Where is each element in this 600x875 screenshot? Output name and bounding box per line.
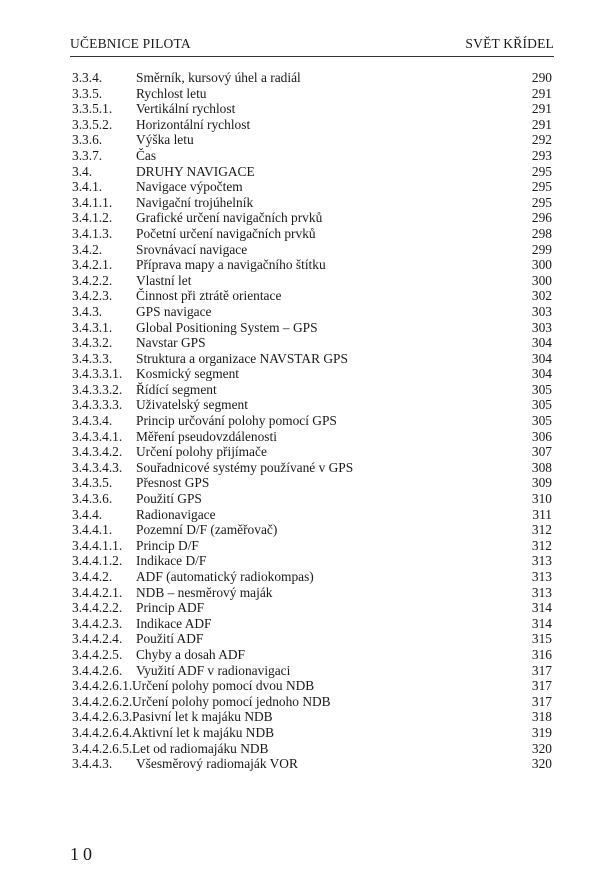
toc-page-number: 298 (531, 225, 552, 241)
toc-section-number: 3.4.4.2.4. (72, 631, 123, 647)
toc-section-title: Navigace výpočtem (136, 179, 243, 195)
page-number: 10 (70, 844, 96, 864)
toc-entry (70, 195, 552, 211)
toc-section-number: 3.4.2.3. (72, 288, 113, 304)
toc-section-number: 3.4.1. (72, 179, 103, 195)
toc-page-number: 300 (531, 272, 552, 288)
toc-section-number: 3.4.3.3. (72, 350, 113, 366)
toc-entry (70, 631, 552, 647)
toc-entry (70, 507, 552, 523)
toc-section-number: 3.4.4.2.1. (72, 584, 123, 600)
toc-section-title: Vertikální rychlost (136, 101, 236, 117)
toc-section-title: Měření pseudovzdálenosti (136, 428, 277, 444)
toc-page-number: 295 (531, 163, 552, 179)
table-of-contents (70, 70, 552, 772)
toc-entry (70, 335, 552, 351)
toc-section-title: Čas (136, 147, 157, 163)
toc-section-number: 3.3.6. (72, 132, 103, 148)
toc-page-number: 313 (531, 584, 552, 600)
toc-section-number: 3.3.5.2. (72, 116, 113, 132)
toc-section-title: Souřadnicové systémy používané v GPS (136, 459, 354, 475)
toc-section-title: Princip určování polohy pomocí GPS (136, 413, 337, 429)
toc-entry (70, 304, 552, 320)
toc-page-number: 317 (531, 662, 552, 678)
header-book-title: UČEBNICE PILOTA (70, 36, 191, 51)
toc-section-number: 3.4.4.2. (72, 569, 113, 584)
toc-section-number: 3.4.3.4. (72, 413, 113, 429)
toc-section-number: 3.3.7. (72, 147, 103, 163)
toc-page-number: 296 (531, 210, 552, 226)
toc-entry (70, 725, 552, 741)
toc-section-number: 3.4.3.4.3. (72, 459, 123, 475)
toc-section-number: 3.4.3.4.1. (72, 428, 123, 444)
toc-section-title: Let od radiomajáku NDB (132, 740, 269, 756)
toc-page-number: 304 (531, 335, 552, 351)
toc-section-title: DRUHY NAVIGACE (136, 163, 255, 179)
toc-section-number: 3.3.4. (72, 70, 103, 85)
toc-section-number: 3.4.4.1.1. (72, 537, 123, 553)
toc-page-number: 305 (531, 413, 552, 429)
toc-section-title: Všesměrový radiomaják VOR (136, 756, 298, 772)
toc-entry (70, 429, 552, 445)
header-series-title: SVĚT KŘÍDEL (465, 36, 554, 51)
toc-entry (70, 351, 552, 367)
toc-section-number: 3.4.4.2.6.4. (72, 724, 133, 740)
toc-section-number: 3.4.2. (72, 241, 103, 257)
toc-section-title: Řídící segment (136, 381, 217, 397)
toc-section-number: 3.4. (72, 163, 93, 179)
toc-entry (70, 522, 552, 538)
toc-section-title: Určení polohy přijímače (136, 444, 267, 460)
toc-section-title: Příprava mapy a navigačního štítku (136, 257, 326, 273)
toc-section-number: 3.4.1.1. (72, 194, 113, 210)
toc-section-title: Indikace ADF (136, 615, 212, 631)
toc-entry (70, 210, 552, 226)
toc-page-number: 311 (532, 506, 552, 522)
toc-entry (70, 616, 552, 632)
toc-page-number: 312 (531, 537, 552, 553)
toc-section-number: 3.4.4.2.6.1. (72, 678, 133, 694)
toc-section-title: Navstar GPS (136, 335, 206, 351)
toc-entry (70, 569, 552, 585)
toc-section-title: Pozemní D/F (zaměřovač) (136, 522, 278, 538)
toc-page-number: 314 (531, 615, 552, 631)
toc-entry (70, 756, 552, 772)
toc-section-title: Určení polohy pomocí jednoho NDB (132, 693, 331, 709)
toc-page-number: 312 (531, 522, 552, 538)
toc-section-number: 3.4.4.2.6.2. (72, 693, 133, 709)
toc-page-number: 295 (531, 194, 552, 210)
toc-section-title: Srovnávací navigace (136, 241, 248, 257)
toc-entry (70, 600, 552, 616)
toc-section-title: Směrník, kursový úhel a radiál (136, 70, 301, 85)
toc-page-number: 310 (531, 491, 552, 507)
toc-section-title: Rychlost letu (136, 85, 207, 101)
toc-entry (70, 101, 552, 117)
toc-section-title: Radionavigace (136, 506, 216, 522)
toc-section-number: 3.4.3.4.2. (72, 444, 123, 460)
toc-entry (70, 382, 552, 398)
toc-page-number: 302 (531, 288, 552, 304)
toc-section-title: Určení polohy pomocí dvou NDB (132, 678, 315, 694)
toc-page-number: 304 (531, 350, 552, 366)
toc-section-title: Pasivní let k majáku NDB (132, 709, 273, 725)
toc-page-number: 320 (531, 756, 552, 772)
toc-section-title: Navigační trojúhelník (136, 194, 254, 210)
toc-entry (70, 475, 552, 491)
toc-page-number: 317 (531, 678, 552, 694)
toc-section-title: Použití GPS (136, 491, 202, 507)
toc-page-number: 313 (531, 553, 552, 569)
toc-entry (70, 741, 552, 757)
toc-section-number: 3.4.4.2.2. (72, 600, 123, 616)
toc-section-title: Činnost při ztrátě orientace (136, 288, 282, 304)
toc-section-title: Global Positioning System – GPS (136, 319, 318, 335)
running-header (70, 34, 554, 57)
toc-page-number: 307 (531, 444, 552, 460)
toc-section-number: 3.4.3.2. (72, 335, 113, 351)
toc-section-number: 3.4.4.1. (72, 522, 113, 538)
toc-section-number: 3.4.3.1. (72, 319, 113, 335)
toc-section-number: 3.4.2.1. (72, 257, 113, 273)
toc-section-title: Výška letu (136, 132, 194, 148)
toc-page-number: 315 (531, 631, 552, 647)
toc-entry (70, 413, 552, 429)
toc-page-number: 291 (531, 101, 552, 117)
toc-page-number: 291 (531, 85, 552, 101)
toc-entry (70, 288, 552, 304)
toc-entry (70, 226, 552, 242)
toc-section-title: Uživatelský segment (136, 397, 248, 413)
toc-entry (70, 148, 552, 164)
toc-section-title: Struktura a organizace NAVSTAR GPS (136, 350, 348, 366)
toc-section-number: 3.4.4.2.6.3. (72, 709, 133, 725)
toc-page-number: 304 (531, 366, 552, 382)
toc-section-title: Chyby a dosah ADF (136, 646, 245, 662)
toc-entry (70, 678, 552, 694)
toc-section-number: 3.4.4.3. (72, 756, 113, 772)
toc-page-number: 303 (531, 319, 552, 335)
toc-page-number: 317 (531, 693, 552, 709)
toc-section-title: Grafické určení navigačních prvků (136, 210, 323, 226)
toc-entry (70, 320, 552, 336)
toc-section-number: 3.4.1.3. (72, 225, 113, 241)
toc-section-number: 3.4.3.3.2. (72, 381, 123, 397)
toc-page-number: 308 (531, 459, 552, 475)
toc-entry (70, 257, 552, 273)
toc-page-number: 318 (531, 709, 552, 725)
toc-entry (70, 70, 552, 86)
toc-page-number: 320 (531, 740, 552, 756)
toc-entry (70, 242, 552, 258)
toc-section-title: Vlastní let (136, 272, 192, 288)
toc-entry (70, 663, 552, 679)
toc-section-title: Početní určení navigačních prvků (136, 225, 316, 241)
toc-section-number: 3.4.3.6. (72, 491, 113, 507)
toc-page-number: 293 (531, 147, 552, 163)
toc-page-number: 309 (531, 475, 552, 491)
toc-section-number: 3.4.4.2.3. (72, 615, 123, 631)
toc-page-number: 299 (531, 241, 552, 257)
toc-entry (70, 397, 552, 413)
toc-page-number: 306 (531, 428, 552, 444)
toc-page-number: 290 (531, 70, 552, 85)
toc-page-number: 300 (531, 257, 552, 273)
toc-section-title: Aktivní let k majáku NDB (132, 724, 275, 740)
toc-section-title: Princip D/F (136, 537, 199, 553)
toc-section-title: Použití ADF (136, 631, 204, 647)
toc-section-title: NDB – nesměrový maják (136, 584, 273, 600)
toc-entry (70, 460, 552, 476)
toc-section-title: Horizontální rychlost (136, 116, 251, 132)
toc-section-number: 3.3.5.1. (72, 101, 113, 117)
toc-section-title: Přesnost GPS (136, 475, 210, 491)
toc-section-number: 3.3.5. (72, 85, 103, 101)
toc-page-number: 305 (531, 397, 552, 413)
toc-section-number: 3.4.4. (72, 506, 103, 522)
toc-page-number: 305 (531, 381, 552, 397)
toc-entry (70, 366, 552, 382)
toc-entry (70, 585, 552, 601)
toc-entry (70, 647, 552, 663)
toc-page-number: 291 (531, 116, 552, 132)
toc-section-number: 3.4.1.2. (72, 210, 113, 226)
toc-section-title: Kosmický segment (136, 366, 240, 382)
toc-entry (70, 491, 552, 507)
toc-page-number: 303 (531, 303, 552, 319)
toc-section-number: 3.4.3.5. (72, 475, 113, 491)
toc-page-number: 314 (531, 600, 552, 616)
toc-entry (70, 444, 552, 460)
toc-page-number: 319 (531, 724, 552, 740)
toc-entry (70, 132, 552, 148)
toc-entry (70, 164, 552, 180)
toc-entry (70, 86, 552, 102)
toc-entry (70, 538, 552, 554)
toc-section-number: 3.4.4.1.2. (72, 553, 123, 569)
toc-entry (70, 117, 552, 133)
toc-page-number: 316 (531, 646, 552, 662)
toc-page-number: 292 (531, 132, 552, 148)
toc-section-number: 3.4.3. (72, 303, 103, 319)
toc-page-number: 313 (531, 569, 552, 584)
toc-section-title: Princip ADF (136, 600, 205, 616)
toc-section-title: Indikace D/F (136, 553, 207, 569)
toc-section-title: Využití ADF v radionavigaci (136, 662, 291, 678)
toc-section-number: 3.4.3.3.3. (72, 397, 123, 413)
toc-entry (70, 709, 552, 725)
toc-section-title: ADF (automatický radiokompas) (136, 569, 314, 584)
toc-section-number: 3.4.4.2.5. (72, 646, 123, 662)
toc-entry (70, 694, 552, 710)
toc-section-number: 3.4.3.3.1. (72, 366, 123, 382)
toc-entry (70, 273, 552, 289)
toc-section-number: 3.4.4.2.6.5. (72, 740, 133, 756)
toc-section-number: 3.4.4.2.6. (72, 662, 123, 678)
toc-section-number: 3.4.2.2. (72, 272, 113, 288)
toc-section-title: GPS navigace (136, 303, 212, 319)
toc-entry (70, 553, 552, 569)
toc-page-number: 295 (531, 179, 552, 195)
toc-entry (70, 179, 552, 195)
